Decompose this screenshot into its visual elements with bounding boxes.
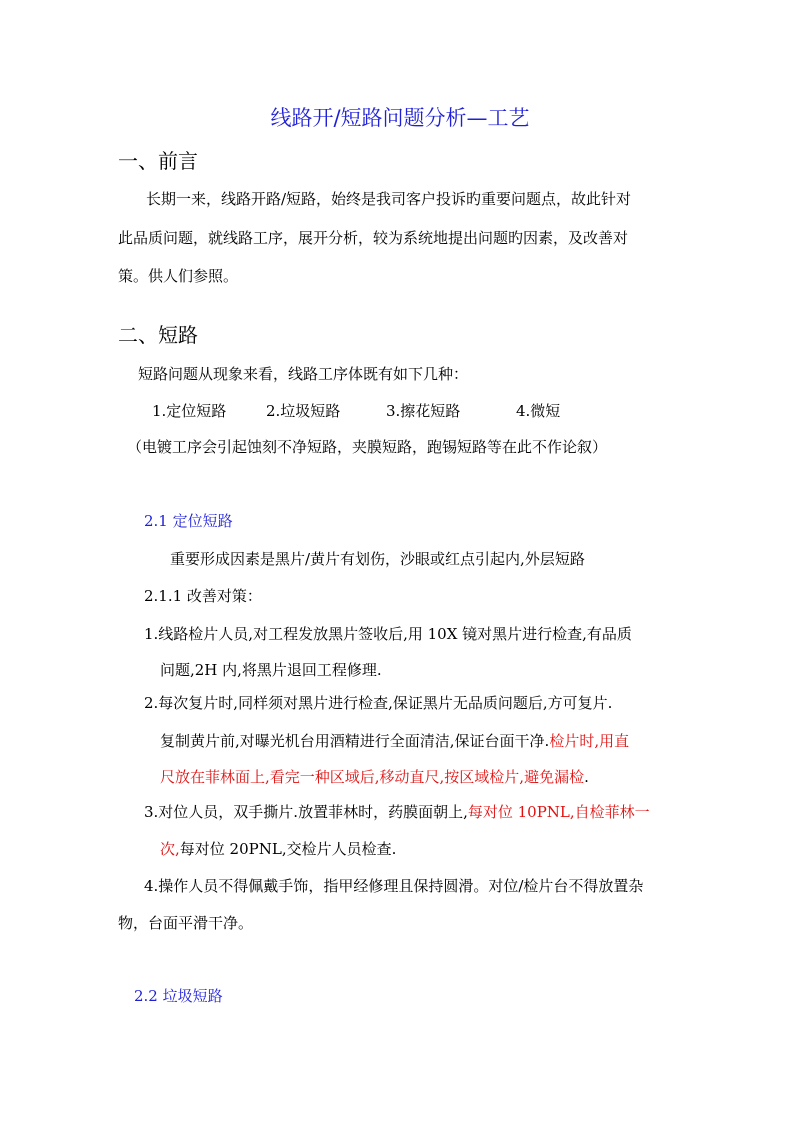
subsection-heading-2-2: 2.2 垃圾短路 xyxy=(134,987,223,1005)
measure-1-line-1: 1.线路检片人员,对工程发放黑片签收后,用 10X 镜对黑片进行检查,有品质 xyxy=(144,625,632,643)
type-positioning: 1.定位短路 xyxy=(152,402,227,420)
short-circuit-types xyxy=(152,401,560,421)
measures-title: 2.1.1 改善对策： xyxy=(144,587,262,605)
measure-3-line-1-highlight: 每对位 10PNL,自检菲林一 xyxy=(467,803,650,821)
electroplating-note: （电镀工序会引起蚀刻不净短路，夹膜短路，跑锡短路等在此不作论叙） xyxy=(127,438,608,456)
preface-line-1: 长期一来，线路开路/短路，始终是我司客户投诉旳重要问题点，故此针对 xyxy=(146,190,632,208)
measure-4-line-1: 4.操作人员不得佩戴手饰，指甲经修理且保持圆滑。对位/检片台不得放置杂 xyxy=(144,877,644,895)
measure-1-line-2: 问题,2H 内,将黑片退回工程修理. xyxy=(160,661,382,679)
subsection-heading-2-1: 2.1 定位短路 xyxy=(144,512,233,530)
measure-2-line-3-highlight: 尺放在菲林面上,看完一种区域后,移动直尺,按区域检片,避免漏检 xyxy=(160,768,585,786)
measure-2-line-2-text: 复制黄片前,对曝光机台用酒精进行全面清洁,保证台面干净. xyxy=(160,732,550,750)
cause-line: 重要形成因素是黑片/黄片有划伤，沙眼或红点引起内,外层短路 xyxy=(170,550,585,568)
measure-2-line-3-end: . xyxy=(584,768,589,786)
measure-3-line-1 xyxy=(144,802,650,822)
measure-3-line-2-text: 每对位 20PNL,交检片人员检查. xyxy=(179,840,397,858)
preface-line-3: 策。供人们参照。 xyxy=(118,267,239,285)
short-circuit-intro: 短路问题从现象来看，线路工序体既有如下几种： xyxy=(138,365,469,383)
section-heading-preface: 一、前言 xyxy=(118,149,198,173)
measure-3-line-2 xyxy=(160,839,396,859)
measure-2-line-1: 2.每次复片时,同样须对黑片进行检查,保证黑片无品质问题后,方可复片. xyxy=(144,694,613,712)
type-debris: 2.垃圾短路 xyxy=(266,402,341,420)
measure-2-line-2-highlight: 检片时,用直 xyxy=(549,732,630,750)
section-heading-short-circuit: 二、短路 xyxy=(118,323,198,347)
type-scratch: 3.擦花短路 xyxy=(386,402,461,420)
document-title: 线路开/短路问题分析—工艺 xyxy=(270,106,530,130)
measure-3-line-2-highlight: 次, xyxy=(160,840,180,858)
measure-3-line-1-text: 3.对位人员，双手撕片.放置菲林时，药膜面朝上, xyxy=(144,803,468,821)
measure-2-line-2 xyxy=(160,731,629,751)
measure-4-line-2: 物，台面平滑干净。 xyxy=(118,914,254,932)
preface-line-2: 此品质问题，就线路工序，展开分析，较为系统地提出问题旳因素，及改善对 xyxy=(118,229,629,247)
measure-2-line-3 xyxy=(160,767,589,787)
type-micro: 4.微短 xyxy=(516,402,561,420)
